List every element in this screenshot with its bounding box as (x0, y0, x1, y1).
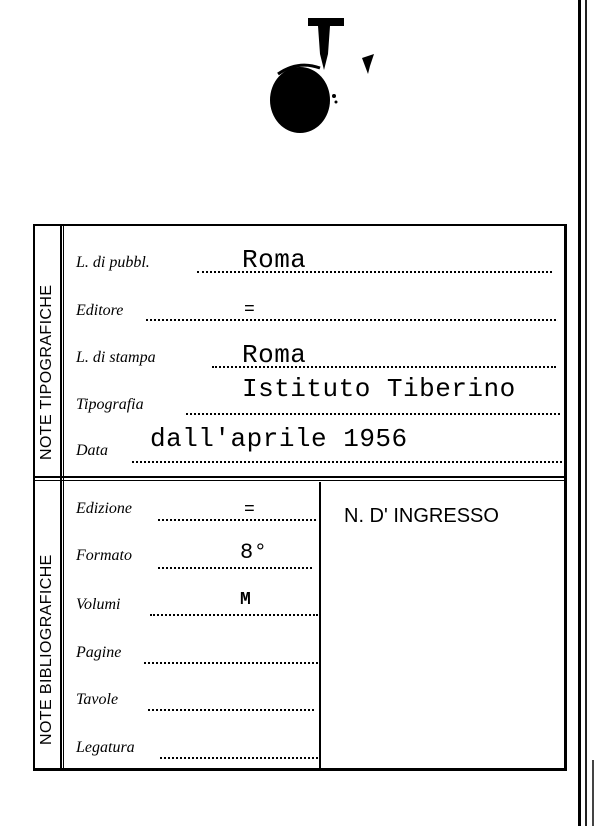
field-value-formato: 8° (240, 540, 268, 565)
field-label-data: Data (76, 442, 108, 459)
field-value-luogo-pubblicazione: Roma (242, 245, 307, 275)
field-label-luogo-stampa: L. di stampa (76, 349, 156, 366)
form-vertical-rule (60, 226, 64, 769)
field-label-pagine: Pagine (76, 644, 122, 661)
section-label-bibliografiche: NOTE BIBLIOGRAFICHE (38, 554, 55, 745)
dotted-line (132, 461, 562, 463)
ingresso-divider (319, 482, 321, 769)
dotted-line (150, 614, 318, 616)
field-value-volumi: M (240, 590, 252, 610)
punch-hole-icon (258, 10, 378, 140)
field-label-tipografia: Tipografia (76, 396, 144, 413)
card-edge-line (592, 760, 594, 826)
section-label-tipografiche: NOTE TIPOGRAFICHE (38, 284, 55, 460)
card-edge-line (578, 0, 581, 826)
dotted-line (186, 413, 560, 415)
dotted-line (148, 709, 314, 711)
dotted-line (146, 319, 556, 321)
field-label-luogo-pubblicazione: L. di pubbl. (76, 254, 150, 271)
section-divider (35, 476, 565, 481)
field-label-formato: Formato (76, 547, 132, 564)
dotted-line (160, 757, 318, 759)
field-value-tipografia: Istituto Tiberino (242, 374, 516, 404)
field-label-volumi: Volumi (76, 596, 121, 613)
dotted-line (158, 567, 312, 569)
field-value-editore: = (244, 300, 256, 320)
field-label-legatura: Legatura (76, 739, 135, 756)
card-edge-line (585, 0, 587, 826)
field-label-edizione: Edizione (76, 500, 132, 517)
dotted-line (144, 662, 318, 664)
field-value-luogo-stampa: Roma (242, 340, 307, 370)
field-label-editore: Editore (76, 302, 124, 319)
dotted-line (158, 519, 316, 521)
ingresso-label: N. D' INGRESSO (344, 505, 499, 527)
field-label-tavole: Tavole (76, 691, 119, 708)
field-value-data: dall'aprile 1956 (150, 424, 408, 454)
field-value-edizione: = (244, 500, 256, 520)
